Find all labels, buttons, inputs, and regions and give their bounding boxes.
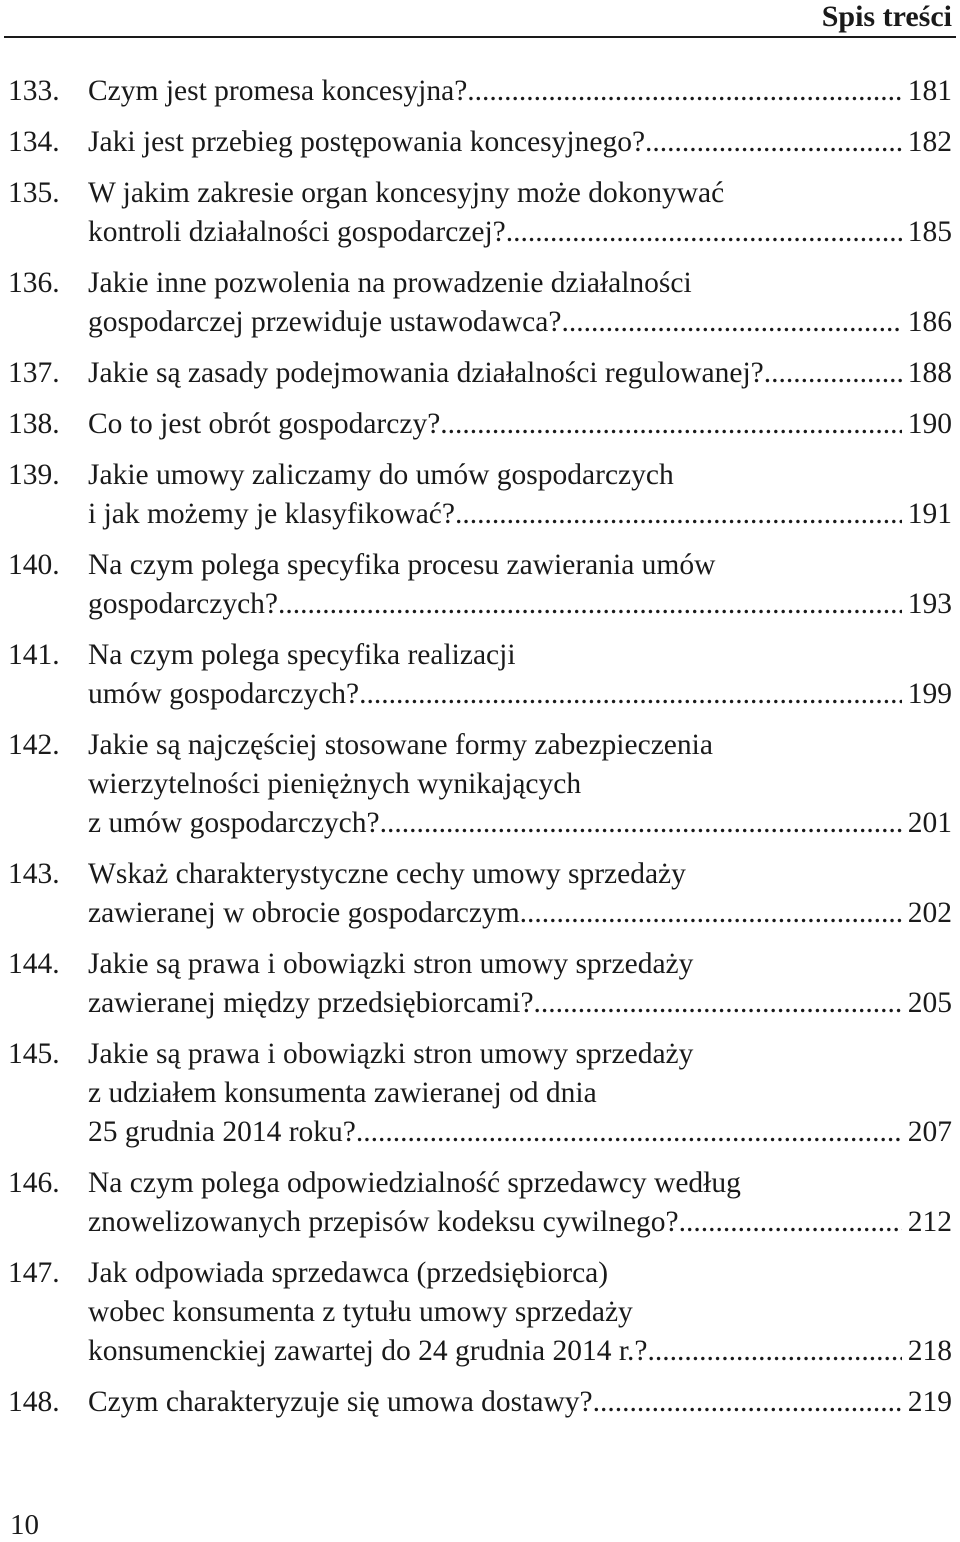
dot-leader <box>648 1332 902 1371</box>
entry-number: 144. <box>8 948 60 980</box>
entry-title <box>88 456 952 534</box>
entry-title <box>88 1383 952 1422</box>
entry-number: 142. <box>8 729 60 761</box>
entry-title <box>88 636 952 714</box>
entry-title-line: kontroli działalności gospodarczej? <box>88 216 506 248</box>
section-title: Spis treści <box>821 0 952 33</box>
entry-page-number: 205 <box>907 987 952 1019</box>
toc-entry <box>8 72 952 111</box>
toc-entry <box>8 546 952 624</box>
entry-number: 145. <box>8 1038 60 1070</box>
entry-title-line: Jakie są prawa i obowiązki stron umowy sprzedaży <box>88 1038 694 1070</box>
entry-number: 143. <box>8 858 60 890</box>
dot-leader <box>645 123 902 162</box>
entry-title <box>88 546 952 624</box>
entry-title <box>88 945 952 1023</box>
entry-number: 139. <box>8 459 60 491</box>
entry-final-line <box>88 405 952 444</box>
entry-title-line: wobec konsumenta z tytułu umowy sprzedaży <box>88 1296 633 1328</box>
entry-page-number: 181 <box>907 75 952 107</box>
dot-leader <box>593 1383 902 1422</box>
entry-final-line <box>88 213 952 252</box>
dot-leader <box>561 303 901 342</box>
entry-number: 133. <box>8 75 60 107</box>
toc-entry <box>8 174 952 252</box>
entry-page-number: 207 <box>907 1116 952 1148</box>
entry-final-line <box>88 303 952 342</box>
entry-title-line: Jakie są najczęściej stosowane formy zabezpieczenia <box>88 729 713 761</box>
dot-leader <box>534 984 902 1023</box>
entry-title-line: zawieranej w obrocie gospodarczym <box>88 897 520 929</box>
toc-entry <box>8 456 952 534</box>
entry-title-line: Jaki jest przebieg postępowania koncesyjnego? <box>88 126 646 158</box>
entry-page-number: 182 <box>907 126 952 158</box>
dot-leader <box>356 1113 902 1152</box>
entry-title-line: Jakie umowy zaliczamy do umów gospodarczych <box>88 459 674 491</box>
entry-title <box>88 1254 952 1371</box>
page-number: 10 <box>10 1509 39 1541</box>
entry-final-line <box>88 984 952 1023</box>
entry-title-line: gospodarczej przewiduje ustawodawca? <box>88 306 562 338</box>
entry-title-line: Jak odpowiada sprzedawca (przedsiębiorca) <box>88 1257 609 1289</box>
entry-page-number: 202 <box>907 897 952 929</box>
entry-page-number: 190 <box>907 408 952 440</box>
dot-leader <box>440 405 901 444</box>
entry-final-line <box>88 1383 952 1422</box>
header-divider <box>4 36 956 38</box>
entry-page-number: 199 <box>907 678 952 710</box>
entry-final-line <box>88 1332 952 1371</box>
toc-entry <box>8 264 952 342</box>
entry-title-line: wierzytelności pieniężnych wynikających <box>88 768 582 800</box>
entry-page-number: 201 <box>907 807 952 839</box>
entry-title-line: konsumenckiej zawartej do 24 grudnia 2014 r.? <box>88 1335 648 1367</box>
toc-entry <box>8 1383 952 1422</box>
entry-page-number: 188 <box>907 357 952 389</box>
entry-final-line <box>88 675 952 714</box>
entry-title-line: zawieranej między przedsiębiorcami? <box>88 987 534 1019</box>
entry-number: 141. <box>8 639 60 671</box>
toc-entry <box>8 123 952 162</box>
entry-title-line: Wskaż charakterystyczne cechy umowy sprzedaży <box>88 858 686 890</box>
entry-title <box>88 123 952 162</box>
entry-final-line <box>88 894 952 933</box>
entry-number: 146. <box>8 1167 60 1199</box>
entry-number: 135. <box>8 177 60 209</box>
dot-leader <box>764 354 902 393</box>
entry-title <box>88 1164 952 1242</box>
toc-entry <box>8 1164 952 1242</box>
dot-leader <box>520 894 902 933</box>
entry-title <box>88 1035 952 1152</box>
entry-final-line <box>88 1113 952 1152</box>
entry-title-line: Jakie są prawa i obowiązki stron umowy sprzedaży <box>88 948 694 980</box>
entry-title <box>88 354 952 393</box>
toc-entry <box>8 405 952 444</box>
entry-title-line: umów gospodarczych? <box>88 678 360 710</box>
entry-title-line: Na czym polega specyfika procesu zawierania umów <box>88 549 716 581</box>
dot-leader <box>467 72 901 111</box>
entry-title <box>88 405 952 444</box>
entry-title <box>88 174 952 252</box>
entry-title-line: znowelizowanych przepisów kodeksu cywilnego? <box>88 1206 679 1238</box>
entry-title-line: Na czym polega specyfika realizacji <box>88 639 516 671</box>
entry-title-line: Jakie inne pozwolenia na prowadzenie działalności <box>88 267 692 299</box>
entry-number: 140. <box>8 549 60 581</box>
toc-entry <box>8 726 952 843</box>
entry-title-line: i jak możemy je klasyfikować? <box>88 498 455 530</box>
entry-title-line: Czym charakteryzuje się umowa dostawy? <box>88 1386 593 1418</box>
entry-title <box>88 72 952 111</box>
entry-page-number: 193 <box>907 588 952 620</box>
table-of-contents <box>8 72 952 1434</box>
entry-page-number: 185 <box>907 216 952 248</box>
entry-page-number: 186 <box>907 306 952 338</box>
entry-title <box>88 264 952 342</box>
entry-title-line: Jakie są zasady podejmowania działalności regulowanej? <box>88 357 764 389</box>
dot-leader <box>506 213 902 252</box>
entry-title-line: 25 grudnia 2014 roku? <box>88 1116 356 1148</box>
entry-title-line: Na czym polega odpowiedzialność sprzedawcy według <box>88 1167 741 1199</box>
entry-final-line <box>88 585 952 624</box>
toc-entry <box>8 855 952 933</box>
entry-page-number: 218 <box>907 1335 952 1367</box>
entry-title <box>88 855 952 933</box>
entry-number: 137. <box>8 357 60 389</box>
toc-entry <box>8 1035 952 1152</box>
entry-title-line: z udziałem konsumenta zawieranej od dnia <box>88 1077 597 1109</box>
dot-leader <box>455 495 902 534</box>
entry-title-line: gospodarczych? <box>88 588 279 620</box>
entry-final-line <box>88 72 952 111</box>
entry-final-line <box>88 354 952 393</box>
dot-leader <box>278 585 902 624</box>
entry-page-number: 212 <box>907 1206 952 1238</box>
entry-number: 148. <box>8 1386 60 1418</box>
entry-title-line: Czym jest promesa koncesyjna? <box>88 75 468 107</box>
toc-entry <box>8 354 952 393</box>
entry-title-line: W jakim zakresie organ koncesyjny może dokonywać <box>88 177 725 209</box>
entry-number: 138. <box>8 408 60 440</box>
toc-entry <box>8 1254 952 1371</box>
entry-title-line: z umów gospodarczych? <box>88 807 380 839</box>
entry-page-number: 191 <box>907 498 952 530</box>
entry-number: 134. <box>8 126 60 158</box>
entry-final-line <box>88 804 952 843</box>
entry-title-line: Co to jest obrót gospodarczy? <box>88 408 441 440</box>
entry-final-line <box>88 123 952 162</box>
entry-number: 147. <box>8 1257 60 1289</box>
dot-leader <box>359 675 902 714</box>
entry-number: 136. <box>8 267 60 299</box>
entry-title <box>88 726 952 843</box>
entry-final-line <box>88 495 952 534</box>
dot-leader <box>380 804 902 843</box>
dot-leader <box>679 1203 902 1242</box>
toc-entry <box>8 636 952 714</box>
entry-page-number: 219 <box>907 1386 952 1418</box>
toc-entry <box>8 945 952 1023</box>
entry-final-line <box>88 1203 952 1242</box>
